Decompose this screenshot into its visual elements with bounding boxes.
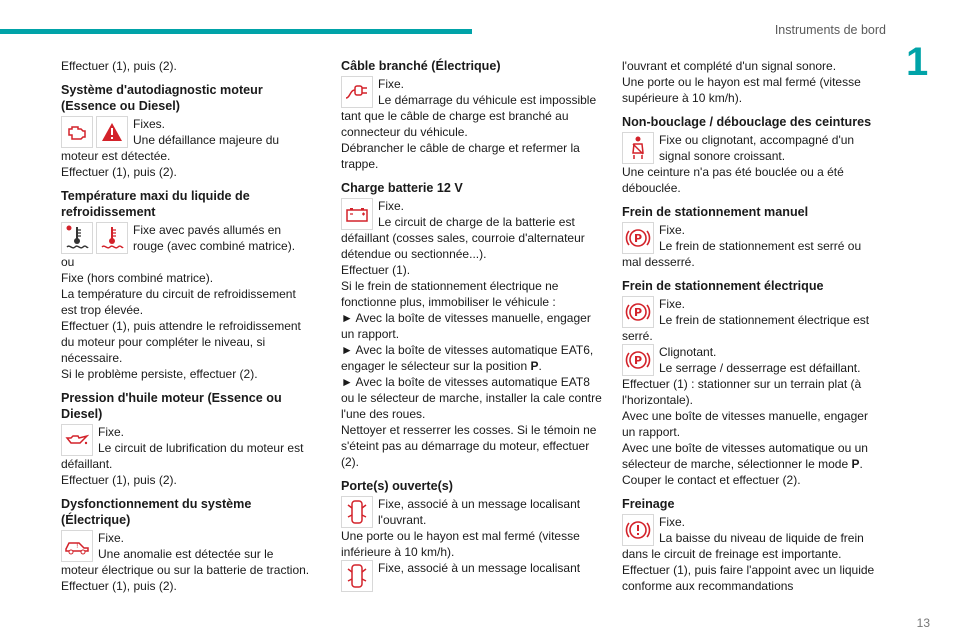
cable-text-3: Débrancher le câble de charge et refermer la trappe. bbox=[341, 141, 580, 171]
doors-text-3: Fixe, associé à un message localisant bbox=[378, 561, 581, 575]
battery-bullet-2-end: . bbox=[538, 359, 542, 373]
seatbelt-icon bbox=[622, 132, 654, 164]
indicator-manual-parking-brake bbox=[622, 222, 878, 270]
indicator-coolant-temp bbox=[61, 222, 311, 254]
heading-seatbelts: Non-bouclage / débouclage des ceintures bbox=[622, 115, 872, 129]
svg-text:!: ! bbox=[76, 543, 79, 550]
page-number: 13 bbox=[916, 616, 930, 630]
coolant-text-5: Effectuer (1), puis attendre le refroidissement du moteur pour compléter le niveau, si nécessaire. bbox=[61, 319, 301, 365]
braking-text-3: Effectuer (1), puis faire l'appoint avec un liquide conforme aux recommandations bbox=[622, 563, 875, 593]
svg-text:P: P bbox=[633, 354, 643, 367]
indicator-electric-parking-brake-1 bbox=[622, 296, 878, 344]
svg-text:P: P bbox=[633, 306, 643, 319]
heading-cable-connected: Câble branché (Électrique) bbox=[341, 59, 501, 73]
oil-text-1: Fixe. bbox=[98, 425, 125, 439]
battery-text-3: Effectuer (1). bbox=[341, 263, 411, 277]
parking-brake-icon bbox=[622, 222, 654, 254]
coolant-temperature-icon bbox=[96, 222, 128, 254]
indicator-seatbelts bbox=[622, 132, 878, 164]
manual-brake-text-2: Le frein de stationnement est serré ou mal desserré. bbox=[622, 239, 862, 269]
indicator-doors-open-2 bbox=[341, 560, 603, 592]
malfunction-text-1: Fixe. bbox=[98, 531, 125, 545]
heading-system-malfunction: Dysfonctionnement du système (Électrique) bbox=[61, 497, 252, 527]
braking-text-1: Fixe. bbox=[659, 515, 686, 529]
parking-brake-icon bbox=[622, 344, 654, 376]
engine-diag-text-1: Fixes. bbox=[133, 117, 166, 131]
chapter-number: 1 bbox=[906, 40, 929, 84]
oil-text-2: Le circuit de lubrification du moteur est défaillant. bbox=[61, 441, 304, 471]
charging-plug-icon bbox=[341, 76, 373, 108]
coolant-text-6: Si le problème persiste, effectuer (2). bbox=[61, 367, 258, 381]
electric-brake-text-6: Avec une boîte de vitesses manuelle, engager un rapport. bbox=[622, 409, 868, 439]
seatbelt-text-2: Une ceinture n'a pas été bouclée ou a été débouclée. bbox=[622, 165, 844, 195]
battery-bullet-1: ► Avec la boîte de vitesses manuelle, engager un rapport. bbox=[341, 311, 591, 341]
indicator-battery-charge bbox=[341, 198, 603, 262]
brake-warning-icon bbox=[622, 514, 654, 546]
battery-text-4: Si le frein de stationnement électrique ne fonctionne plus, immobiliser le véhicule : bbox=[341, 279, 559, 309]
braking-text-2: La baisse du niveau de liquide de frein dans le circuit de freinage est importante. bbox=[622, 531, 864, 561]
battery-bullet-2-text: ► Avec la boîte de vitesses automatique EAT6, engager le sélecteur sur la position bbox=[341, 343, 594, 373]
battery-text-1: Fixe. bbox=[378, 199, 405, 213]
doors-text-1: Fixe, associé à un message localisant l'ouvrant. bbox=[378, 497, 581, 527]
heading-electric-parking-brake: Frein de stationnement électrique bbox=[622, 279, 824, 293]
battery-text-5: Nettoyer et resserrer les cosses. Si le témoin ne s'éteint pas au démarrage du moteur, effectuer (2). bbox=[341, 423, 597, 469]
column-2 bbox=[341, 58, 603, 592]
engine-diag-text-3: Effectuer (1), puis (2). bbox=[61, 165, 177, 179]
battery-bullet-2-bold: P bbox=[530, 359, 539, 373]
heading-engine-diagnostic: Système d'autodiagnostic moteur (Essence ou Diesel) bbox=[61, 83, 263, 113]
heading-braking: Freinage bbox=[622, 497, 675, 511]
electric-brake-text-8: Couper le contact et effectuer (2). bbox=[622, 473, 801, 487]
heading-oil-pressure: Pression d'huile moteur (Essence ou Diesel) bbox=[61, 391, 282, 421]
indicator-system-malfunction bbox=[61, 530, 311, 578]
heading-doors-open: Porte(s) ouverte(s) bbox=[341, 479, 453, 493]
electric-brake-text-7-end: . bbox=[859, 457, 863, 471]
car-door-open-icon bbox=[341, 496, 373, 528]
battery-text-2: Le circuit de charge de la batterie est défaillant (cosses sales, courroie d'alternateur détendue ou sectionnée...). bbox=[341, 215, 585, 261]
engine-diag-text-2: Une défaillance majeure du moteur est détectée. bbox=[61, 133, 280, 163]
indicator-braking bbox=[622, 514, 878, 562]
electric-brake-text-5: Effectuer (1) : stationner sur un terrain plat (à l'horizontale). bbox=[622, 377, 862, 407]
column-1 bbox=[61, 58, 311, 594]
doors-cont-text-2: Une porte ou le hayon est mal fermé (vitesse supérieure à 10 km/h). bbox=[622, 75, 861, 105]
coolant-text-1: Fixe avec pavés allumés en rouge (avec combiné matrice). bbox=[133, 223, 296, 253]
electric-brake-text-7 bbox=[622, 440, 878, 472]
heading-coolant-temp: Température maxi du liquide de refroidissement bbox=[61, 189, 250, 219]
battery-bullet-2 bbox=[341, 342, 603, 374]
malfunction-text-2: Une anomalie est détectée sur le moteur électrique ou sur la batterie de traction. bbox=[61, 547, 310, 577]
battery-bullet-3: ► Avec la boîte de vitesses automatique EAT8 ou le sélecteur de marche, installer la cale contre l'une des roues. bbox=[341, 375, 602, 421]
indicator-oil-pressure bbox=[61, 424, 311, 472]
cable-text-2: Le démarrage du véhicule est impossible tant que le câble de charge est branché au connecteur du véhicule. bbox=[341, 93, 597, 139]
electric-brake-text-7-bold: P bbox=[851, 457, 860, 471]
svg-text:P: P bbox=[633, 232, 643, 245]
indicator-engine-diagnostic bbox=[61, 116, 311, 164]
intro-text: Effectuer (1), puis (2). bbox=[61, 59, 177, 73]
battery-icon bbox=[341, 198, 373, 230]
cable-text-1: Fixe. bbox=[378, 77, 405, 91]
manual-brake-text-1: Fixe. bbox=[659, 223, 686, 237]
oil-can-icon bbox=[61, 424, 93, 456]
coolant-temperature-matrix-icon bbox=[61, 222, 93, 254]
electric-brake-text-3: Clignotant. bbox=[659, 345, 717, 359]
indicator-doors-open-1 bbox=[341, 496, 603, 528]
coolant-text-3: Fixe (hors combiné matrice). bbox=[61, 271, 214, 285]
indicator-cable-connected bbox=[341, 76, 603, 140]
oil-text-3: Effectuer (1), puis (2). bbox=[61, 473, 177, 487]
malfunction-text-3: Effectuer (1), puis (2). bbox=[61, 579, 177, 593]
section-title: Instruments de bord bbox=[774, 23, 886, 37]
electric-brake-text-4: Le serrage / desserrage est défaillant. bbox=[659, 361, 861, 375]
car-warning-icon bbox=[61, 530, 93, 562]
heading-manual-parking-brake: Frein de stationnement manuel bbox=[622, 205, 809, 219]
coolant-text-2: ou bbox=[61, 255, 75, 269]
heading-battery-charge: Charge batterie 12 V bbox=[341, 181, 463, 195]
seatbelt-text-1: Fixe ou clignotant, accompagné d'un signal sonore croissant. bbox=[659, 133, 855, 163]
engine-icon bbox=[61, 116, 93, 148]
column-3 bbox=[622, 58, 878, 594]
coolant-text-4: La température du circuit de refroidissement est trop élevée. bbox=[61, 287, 296, 317]
indicator-electric-parking-brake-2 bbox=[622, 344, 878, 376]
car-door-open-icon bbox=[341, 560, 373, 592]
parking-brake-icon bbox=[622, 296, 654, 328]
doors-cont-text-1: l'ouvrant et complété d'un signal sonore. bbox=[622, 59, 837, 73]
header-accent-bar bbox=[0, 29, 472, 34]
electric-brake-text-1: Fixe. bbox=[659, 297, 686, 311]
electric-brake-text-2: Le frein de stationnement électrique est serré. bbox=[622, 313, 870, 343]
doors-text-2: Une porte ou le hayon est mal fermé (vitesse inférieure à 10 km/h). bbox=[341, 529, 580, 559]
warning-triangle-icon bbox=[96, 116, 128, 148]
electric-brake-text-7-body: Avec une boîte de vitesses automatique ou un sélecteur de marche, sélectionner le mode bbox=[622, 441, 868, 471]
